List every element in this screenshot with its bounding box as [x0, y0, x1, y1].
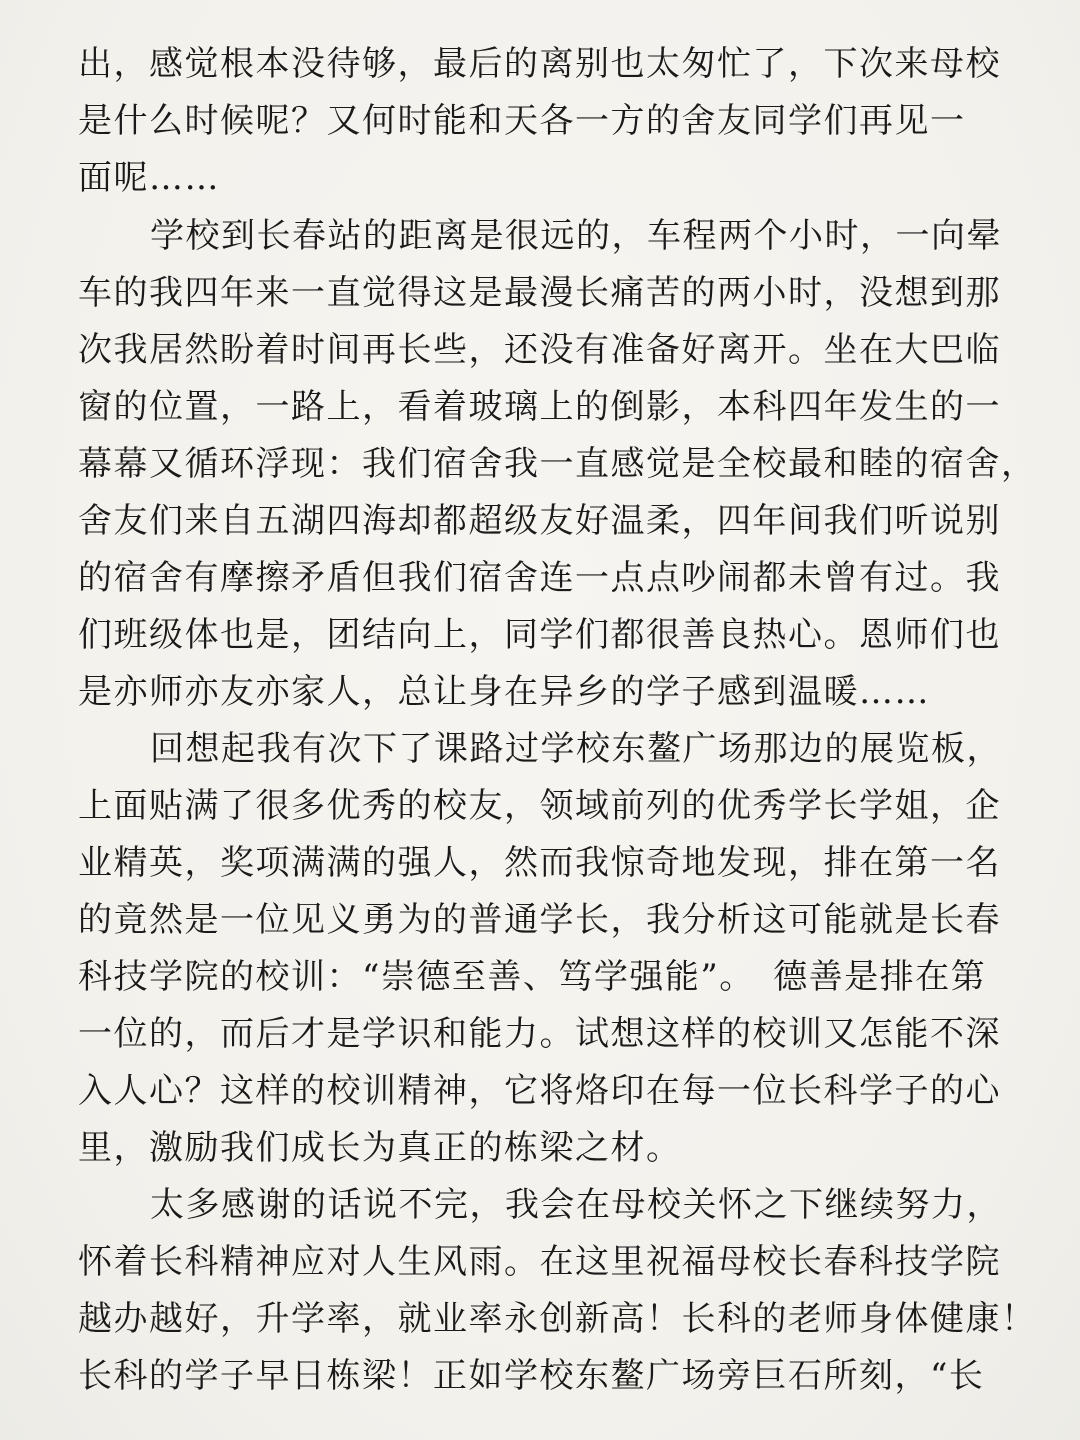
text-line-9: 舍友们来自五湖四海却都超级友好温柔，四年间我们听说别	[78, 501, 1001, 541]
text-line-15: 业精英，奖项满满的强人，然而我惊奇地发现，排在第一名	[78, 843, 1001, 883]
text-line-14: 上面贴满了很多优秀的校友，领域前列的优秀学长学姐，企	[78, 786, 1001, 826]
paragraph-2-line-1: 学校到长春站的距离是很远的，车程两个小时，一向晕	[150, 216, 1002, 256]
paragraph-4-line-1: 太多感谢的话说不完，我会在母校关怀之下继续努力，	[150, 1185, 1002, 1225]
text-line-10: 的宿舍有摩擦矛盾但我们宿舍连一点点吵闹都未曾有过。我	[78, 558, 1001, 598]
text-line-5: 车的我四年来一直觉得这是最漫长痛苦的两小时，没想到那	[78, 273, 1001, 313]
text-line-8: 幕幕又循环浮现：我们宿舍我一直感觉是全校最和睦的宿舍，	[78, 444, 1037, 484]
text-line-2: 是什么时候呢？又何时能和天各一方的舍友同学们再见一	[78, 101, 966, 141]
text-line-17: 科技学院的校训：“崇德至善、笃学强能”。 德善是排在第	[78, 957, 987, 997]
text-line-12: 是亦师亦友亦家人，总让身在异乡的学子感到温暖……	[78, 672, 930, 712]
paragraph-3-line-1: 回想起我有次下了课路过学校东鳌广场那边的展览板，	[150, 729, 1002, 769]
text-line-22: 怀着长科精神应对人生风雨。在这里祝福母校长春科技学院	[78, 1242, 1001, 1282]
text-line-11: 们班级体也是，团结向上，同学们都很善良热心。恩师们也	[78, 615, 1001, 655]
text-line-1: 出，感觉根本没待够，最后的离别也太匆忙了，下次来母校	[78, 44, 1001, 84]
text-line-6: 次我居然盼着时间再长些，还没有准备好离开。坐在大巴临	[78, 330, 1001, 370]
text-line-24: 长科的学子早日栋梁！正如学校东鳌广场旁巨石所刻，“长	[78, 1356, 985, 1396]
text-line-7: 窗的位置，一路上，看着玻璃上的倒影，本科四年发生的一	[78, 387, 1001, 427]
text-line-3: 面呢……	[78, 158, 220, 198]
text-line-18: 一位的，而后才是学识和能力。试想这样的校训又怎能不深	[78, 1014, 1001, 1054]
text-line-16: 的竟然是一位见义勇为的普通学长，我分析这可能就是长春	[78, 900, 1001, 940]
text-line-19: 入人心？这样的校训精神，它将烙印在每一位长科学子的心	[78, 1071, 1001, 1111]
text-line-23: 越办越好，升学率，就业率永创新高！长科的老师身体健康！	[78, 1299, 1037, 1339]
text-line-20: 里，激励我们成长为真正的栋梁之材。	[78, 1128, 682, 1168]
